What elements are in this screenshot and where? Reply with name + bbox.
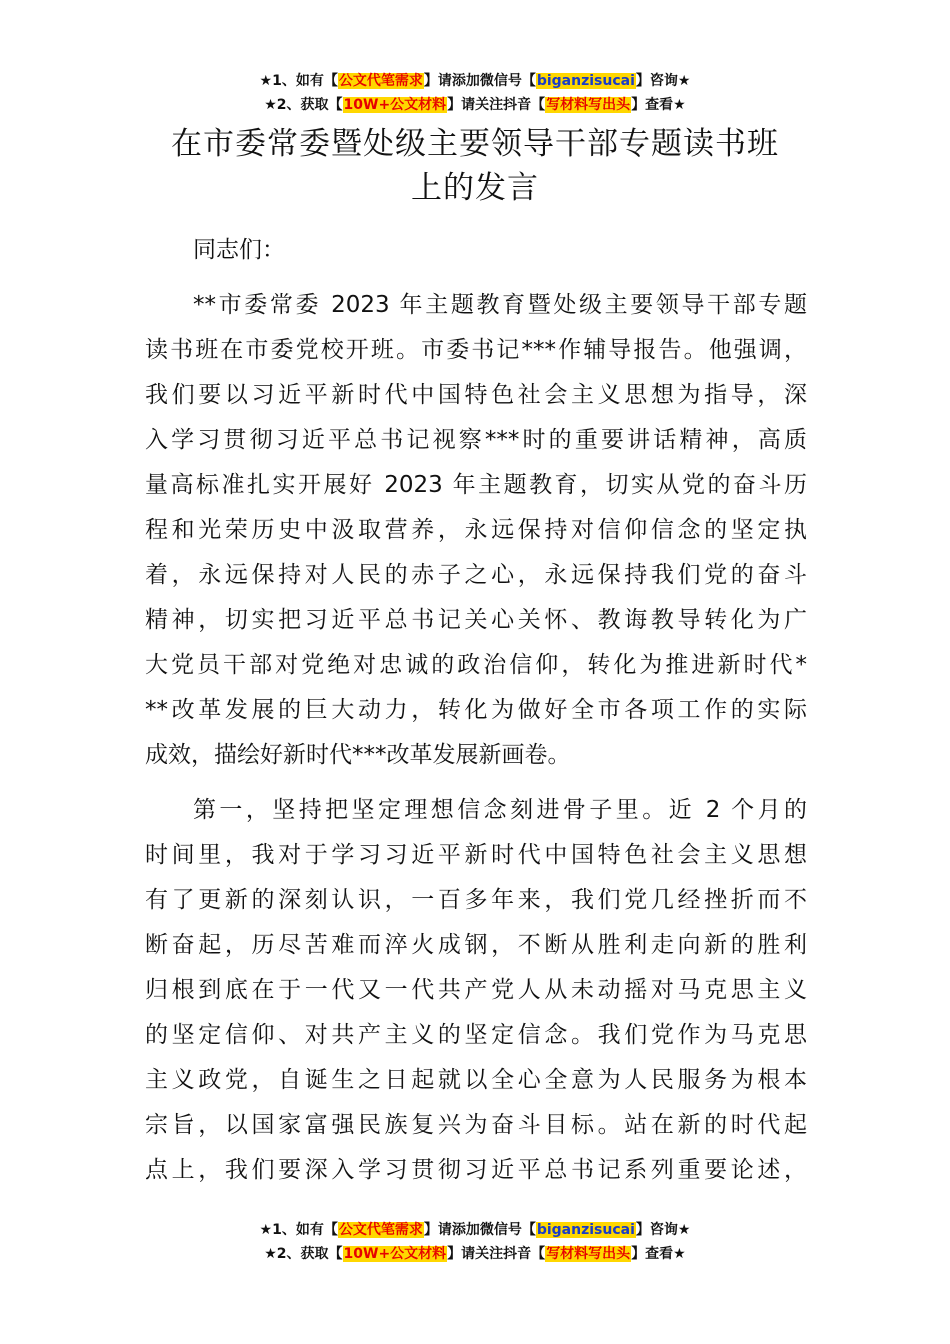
promo-line-2: ★2、获取【10W+公文材料】请关注抖音【写材料写出头】查看★ xyxy=(264,97,686,113)
text-line: 第一，坚持把坚定理想信念刻进骨子里。近 2 个月的 xyxy=(193,797,807,823)
text-line: 成效，描绘好新时代***改革发展新画卷。 xyxy=(145,742,571,768)
title-line-2: 上的发言 xyxy=(411,170,539,206)
text-line: 点上，我们要深入学习贯彻习近平总书记系列重要论述， xyxy=(145,1157,807,1183)
text-line: 的坚定信仰、对共产主义的坚定信念。我们党作为马克思 xyxy=(145,1022,807,1048)
body-paragraph-1 xyxy=(145,283,807,778)
text-line: **改革发展的巨大动力，转化为做好全市各项工作的实际 xyxy=(145,697,807,723)
promo-highlight: 10W+公文材料 xyxy=(343,97,447,113)
wechat-id-highlight: biganzisucai xyxy=(536,73,635,89)
wechat-id-highlight: biganzisucai xyxy=(536,1222,635,1238)
text-line: 入学习贯彻习近平总书记视察***时的重要讲话精神，高质 xyxy=(145,427,807,453)
title-line-1: 在市委常委暨处级主要领导干部专题读书班 xyxy=(171,126,779,162)
text-line: 程和光荣历史中汲取营养，永远保持对信仰信念的坚定执 xyxy=(145,517,807,543)
document-body xyxy=(145,228,807,1193)
text-line: 读书班在市委党校开班。市委书记***作辅导报告。他强调， xyxy=(145,337,807,363)
promo-highlight: 公文代笔需求 xyxy=(338,73,423,89)
promo-line-1: ★1、如有【公文代笔需求】请添加微信号【biganzisucai】咨询★ xyxy=(259,73,691,89)
text-line: 归根到底在于一代又一代共产党人从未动摇对马克思主义 xyxy=(145,977,807,1003)
promo-line-1: ★1、如有【公文代笔需求】请添加微信号【biganzisucai】咨询★ xyxy=(259,1222,691,1238)
text-line: 着，永远保持对人民的赤子之心，永远保持我们党的奋斗 xyxy=(145,562,807,588)
text-line: 大党员干部对党绝对忠诚的政治信仰，转化为推进新时代* xyxy=(145,652,807,678)
promo-line-2: ★2、获取【10W+公文材料】请关注抖音【写材料写出头】查看★ xyxy=(264,1246,686,1262)
text-line: 我们要以习近平新时代中国特色社会主义思想为指导，深 xyxy=(145,382,807,408)
greeting: 同志们： xyxy=(193,237,285,263)
promo-highlight: 公文代笔需求 xyxy=(338,1222,423,1238)
text-line: 精神，切实把习近平总书记关心关怀、教诲教导转化为广 xyxy=(145,607,807,633)
greeting-paragraph xyxy=(145,228,807,273)
douyin-id-highlight: 写材料写出头 xyxy=(546,97,631,113)
text-line: 主义政党，自诞生之日起就以全心全意为人民服务为根本 xyxy=(145,1067,807,1093)
promo-banner-bottom xyxy=(0,1218,950,1266)
promo-banner-top xyxy=(0,69,950,117)
text-line: 量高标准扎实开展好 2023 年主题教育，切实从党的奋斗历 xyxy=(145,472,807,498)
text-line: 断奋起，历尽苦难而淬火成钢，不断从胜利走向新的胜利 xyxy=(145,932,807,958)
text-line: **市委常委 2023 年主题教育暨处级主要领导干部专题 xyxy=(193,292,807,318)
douyin-id-highlight: 写材料写出头 xyxy=(546,1246,631,1262)
text-line: 时间里，我对于学习习近平新时代中国特色社会主义思想 xyxy=(145,842,807,868)
text-line: 宗旨，以国家富强民族复兴为奋斗目标。站在新的时代起 xyxy=(145,1112,807,1138)
promo-highlight: 10W+公文材料 xyxy=(343,1246,447,1262)
text-line: 有了更新的深刻认识，一百多年来，我们党几经挫折而不 xyxy=(145,887,807,913)
document-title xyxy=(0,122,950,210)
body-paragraph-2 xyxy=(145,788,807,1193)
